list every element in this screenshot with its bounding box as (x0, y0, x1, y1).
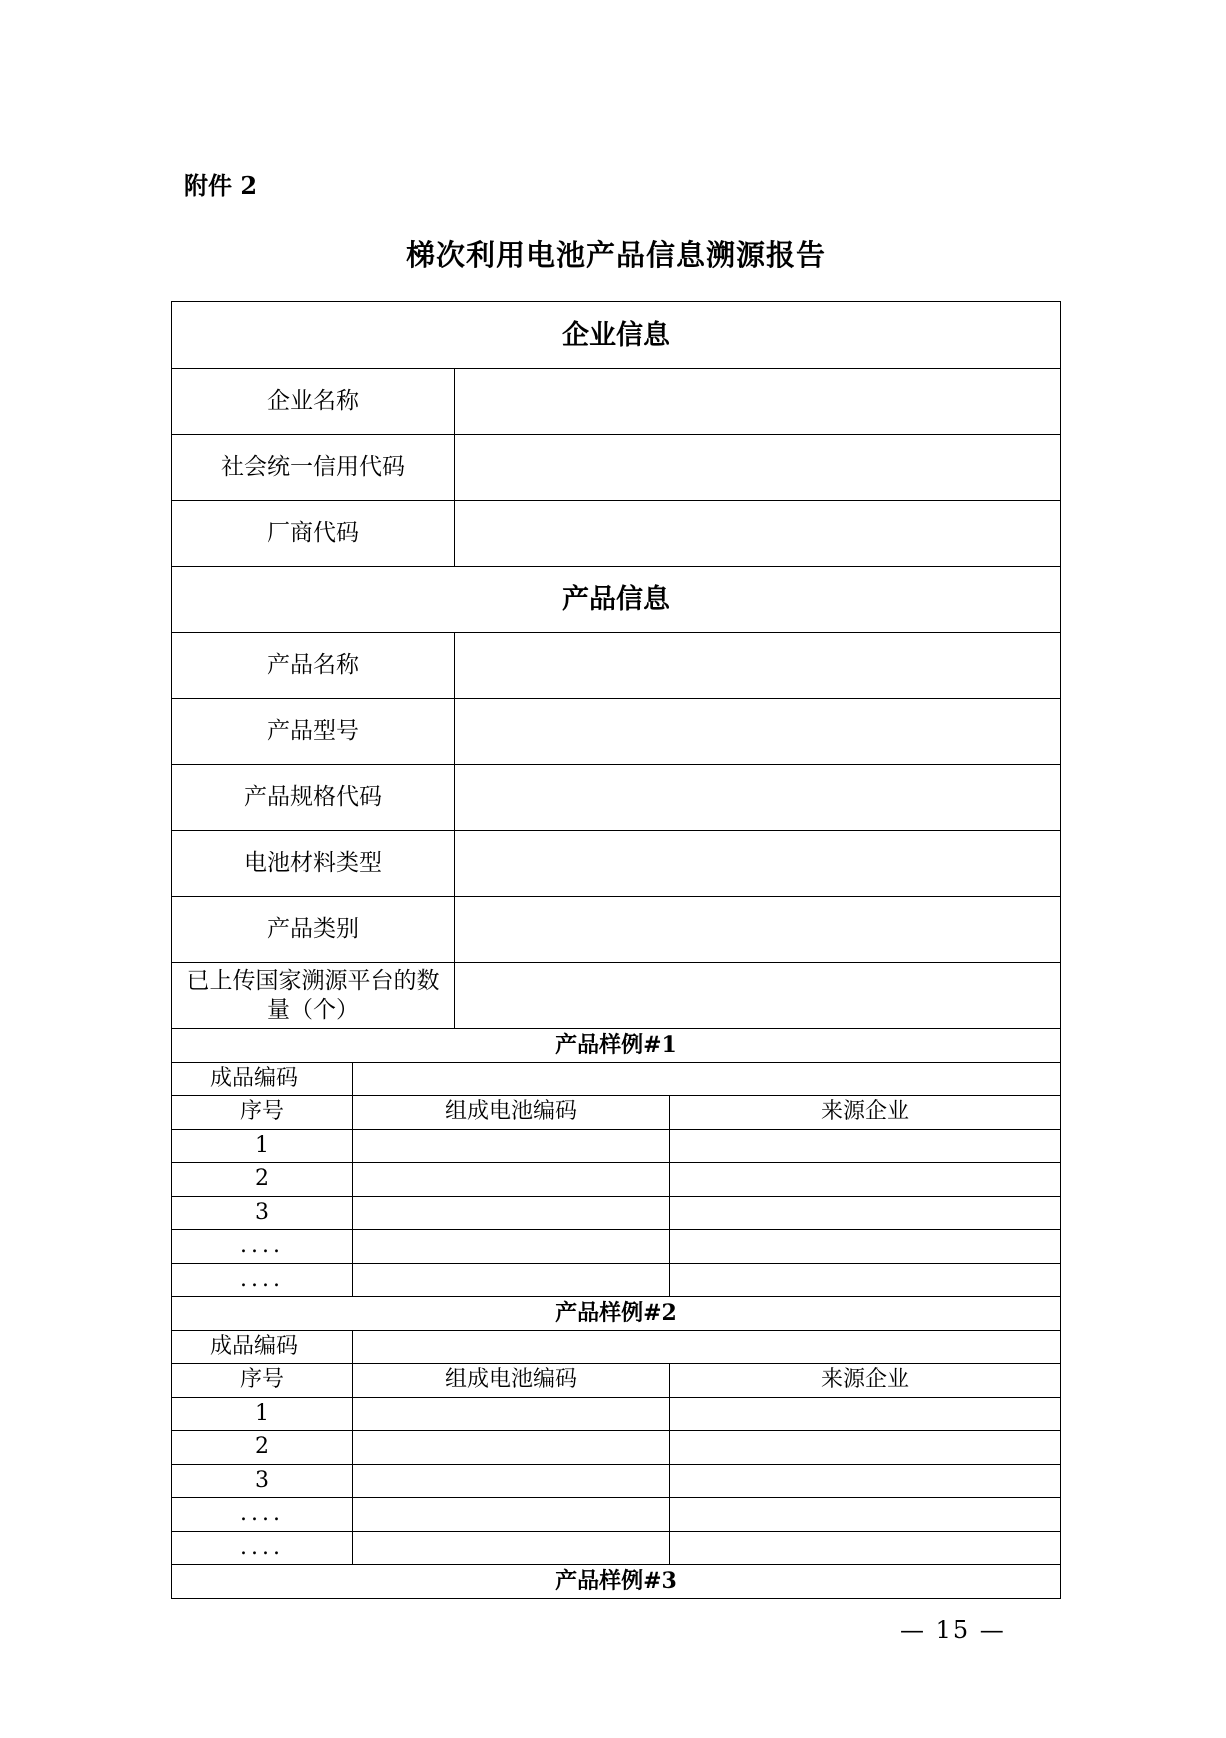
enterprise-section-heading: 企业信息 (562, 319, 670, 351)
credit-code-label: 社会统一信用代码 (221, 454, 405, 480)
product-model-label: 产品型号 (267, 718, 359, 744)
credit-code-value[interactable] (454, 435, 1060, 500)
source-company-header: 来源企业 (669, 1364, 1060, 1397)
field-row (172, 962, 1060, 1028)
table-row (172, 1229, 1060, 1263)
document-title: 梯次利用电池产品信息溯源报告 (405, 238, 826, 272)
sample-column-header-row (172, 1095, 1060, 1129)
seq-header: 序号 (239, 1367, 284, 1393)
sample-2-title: 产品样例#2 (555, 1300, 677, 1327)
battery-code-cell[interactable] (352, 1264, 669, 1297)
field-row (172, 698, 1060, 764)
seq-cell: 1 (255, 1400, 269, 1426)
finished-code-row (172, 1330, 1060, 1364)
battery-code-cell[interactable] (352, 1130, 669, 1163)
battery-code-header: 组成电池编码 (352, 1364, 669, 1397)
battery-code-cell[interactable] (352, 1398, 669, 1431)
battery-code-cell[interactable] (352, 1197, 669, 1230)
field-row (172, 632, 1060, 698)
field-row (172, 830, 1060, 896)
source-company-cell[interactable] (669, 1398, 1060, 1431)
source-company-cell[interactable] (669, 1230, 1060, 1263)
source-company-cell[interactable] (669, 1498, 1060, 1531)
spec-code-label: 产品规格代码 (244, 784, 382, 810)
source-company-header: 来源企业 (669, 1096, 1060, 1129)
battery-code-cell[interactable] (352, 1498, 669, 1531)
field-row (172, 500, 1060, 566)
source-company-cell[interactable] (669, 1431, 1060, 1464)
product-name-label: 产品名称 (267, 652, 359, 678)
table-row (172, 1430, 1060, 1464)
enterprise-name-label: 企业名称 (267, 388, 359, 414)
seq-cell: 2 (255, 1434, 269, 1460)
seq-cell: 3 (255, 1467, 269, 1493)
table-row (172, 1497, 1060, 1531)
finished-code-value[interactable] (352, 1063, 1060, 1096)
product-name-value[interactable] (454, 633, 1060, 698)
battery-code-cell[interactable] (352, 1465, 669, 1498)
seq-cell: .... (240, 1266, 284, 1292)
sample-heading-row (172, 1028, 1060, 1062)
battery-material-value[interactable] (454, 831, 1060, 896)
source-company-cell[interactable] (669, 1532, 1060, 1565)
source-company-cell[interactable] (669, 1197, 1060, 1230)
trace-report-table (171, 301, 1061, 1599)
finished-code-row (172, 1062, 1060, 1096)
sample-1-title: 产品样例#1 (555, 1032, 677, 1059)
enterprise-name-value[interactable] (454, 369, 1060, 434)
seq-cell: .... (240, 1501, 284, 1527)
product-section-heading: 产品信息 (562, 584, 670, 615)
seq-header: 序号 (239, 1099, 284, 1125)
manufacturer-code-label: 厂商代码 (267, 520, 359, 546)
page-number: — 15 — (900, 1616, 1006, 1644)
seq-cell: 3 (255, 1199, 269, 1225)
uploaded-count-label: 已上传国家溯源平台的数量（个） (186, 967, 440, 1023)
table-row (172, 1397, 1060, 1431)
battery-code-cell[interactable] (352, 1163, 669, 1196)
field-row (172, 896, 1060, 962)
sample-heading-row (172, 1564, 1060, 1598)
table-row (172, 1263, 1060, 1297)
table-row (172, 1464, 1060, 1498)
field-row (172, 434, 1060, 500)
seq-cell: .... (240, 1233, 284, 1259)
manufacturer-code-value[interactable] (454, 501, 1060, 566)
source-company-cell[interactable] (669, 1130, 1060, 1163)
sample-column-header-row (172, 1363, 1060, 1397)
battery-code-cell[interactable] (352, 1230, 669, 1263)
finished-code-label: 成品编码 (210, 1065, 299, 1091)
source-company-cell[interactable] (669, 1264, 1060, 1297)
table-row (172, 1129, 1060, 1163)
battery-code-header: 组成电池编码 (352, 1096, 669, 1129)
sample-3-title: 产品样例#3 (555, 1568, 677, 1595)
spec-code-value[interactable] (454, 765, 1060, 830)
attachment-label: 附件 2 (184, 171, 258, 200)
table-row (172, 1196, 1060, 1230)
table-row (172, 1531, 1060, 1565)
seq-cell: .... (240, 1534, 284, 1560)
table-row (172, 1162, 1060, 1196)
uploaded-count-value[interactable] (454, 963, 1060, 1028)
battery-code-cell[interactable] (352, 1431, 669, 1464)
product-heading-row (172, 566, 1060, 632)
enterprise-heading-row (172, 302, 1060, 368)
product-category-label: 产品类别 (267, 916, 359, 942)
source-company-cell[interactable] (669, 1163, 1060, 1196)
product-category-value[interactable] (454, 897, 1060, 962)
field-row (172, 368, 1060, 434)
product-model-value[interactable] (454, 699, 1060, 764)
battery-code-cell[interactable] (352, 1532, 669, 1565)
seq-cell: 1 (255, 1132, 269, 1158)
finished-code-value[interactable] (352, 1331, 1060, 1364)
sample-heading-row (172, 1296, 1060, 1330)
source-company-cell[interactable] (669, 1465, 1060, 1498)
field-row (172, 764, 1060, 830)
seq-cell: 2 (255, 1166, 269, 1192)
finished-code-label: 成品编码 (210, 1333, 299, 1359)
battery-material-label: 电池材料类型 (244, 850, 382, 876)
